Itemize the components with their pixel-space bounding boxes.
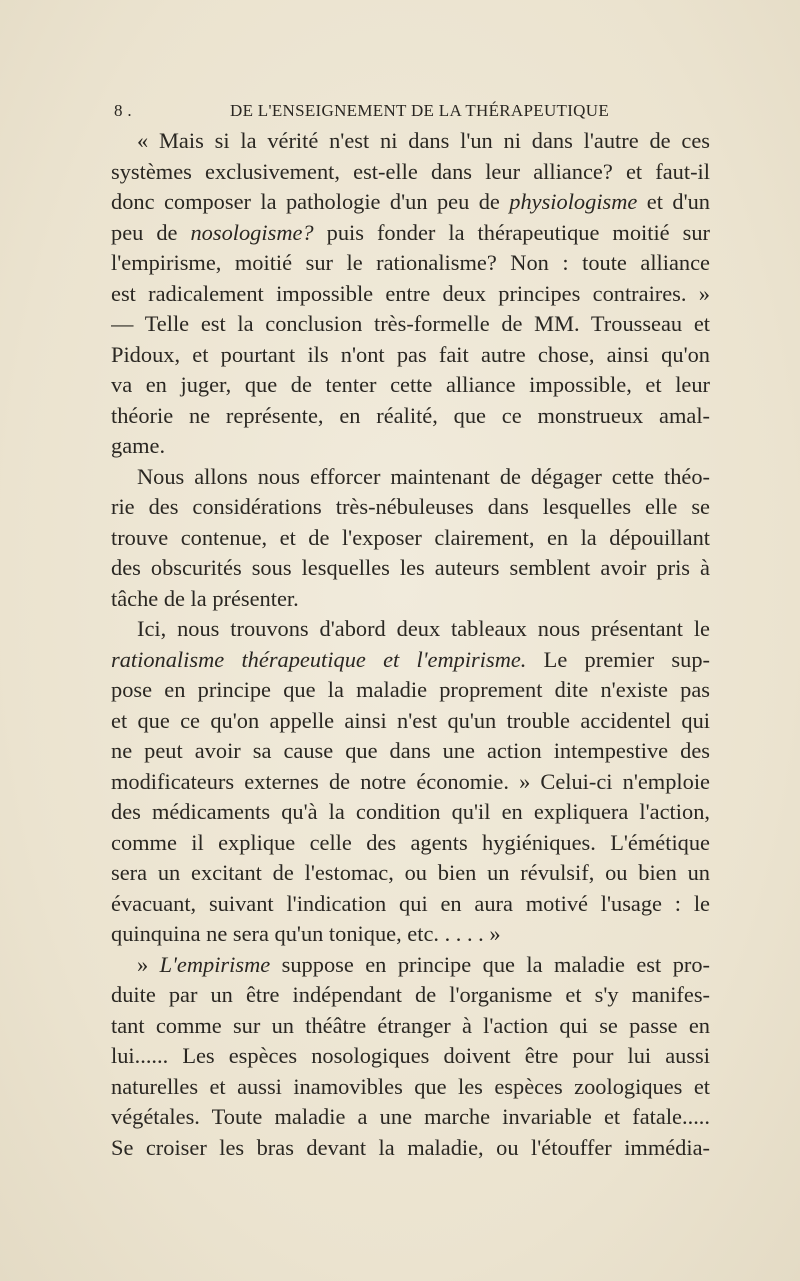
text-line: rationalisme thérapeutique et l'empirisme. Le premier sup- xyxy=(111,646,710,672)
text-line: Nous allons nous efforcer maintenant de dégager cette théo- xyxy=(137,463,710,489)
text-line: tâche de la présenter. xyxy=(111,585,299,611)
text-line: game. xyxy=(111,433,166,458)
text-line: tant comme sur un théâtre étranger à l'action qui se passe en xyxy=(111,1012,710,1038)
text-line: Se croiser les bras devant la maladie, ou l'étouffer immédia- xyxy=(111,1134,710,1160)
text-line: naturelles et aussi inamovibles que les espèces zoologiques et xyxy=(111,1073,710,1099)
text-line: sera un excitant de l'estomac, ou bien un révulsif, ou bien un xyxy=(111,860,710,885)
text-line: » L'empirisme suppose en principe que la maladie est pro- xyxy=(137,951,710,977)
text-line: Ici, nous trouvons d'abord deux tableaux nous présentant le xyxy=(137,616,710,641)
text-line: systèmes exclusivement, est-elle dans leur alliance? et faut-il xyxy=(111,158,710,184)
text-line: Pidoux, et pourtant ils n'ont pas fait autre chose, ainsi qu'on xyxy=(111,341,710,367)
page-number: 8 . xyxy=(114,101,132,120)
text-line: des médicaments qu'à la condition qu'il en expliquera l'action, xyxy=(111,799,710,824)
text-line: végétales. Toute maladie a une marche invariable et fatale..... xyxy=(111,1104,710,1129)
page-header xyxy=(114,101,710,125)
text-line: quinquina ne sera qu'un tonique, etc. . . . . » xyxy=(111,921,501,946)
italic-term: rationalisme thérapeutique et l'empirisme. xyxy=(111,646,527,672)
text-line: évacuant, suivant l'indication qui en aura motivé l'usage : le xyxy=(111,890,710,916)
text-line: rie des considérations très-nébuleuses dans lesquelles elle se xyxy=(111,494,710,519)
text-line: est radicalement impossible entre deux principes contraires. » xyxy=(111,280,710,306)
text-line: peu de nosologisme? puis fonder la thérapeutique moitié sur xyxy=(111,219,710,245)
text-line: donc composer la pathologie d'un peu de physiologisme et d'un xyxy=(111,189,710,214)
italic-term: L'empirisme xyxy=(159,951,271,977)
body-text xyxy=(111,126,710,1163)
text-line: trouve contenue, et de l'exposer clairement, en la dépouillant xyxy=(111,524,710,550)
text-line: lui...... Les espèces nosologiques doivent être pour lui aussi xyxy=(111,1043,710,1068)
text-line: ne peut avoir sa cause que dans une action intempestive des xyxy=(111,738,710,763)
text-line: et que ce qu'on appelle ainsi n'est qu'un trouble accidentel qui xyxy=(111,707,710,733)
italic-term: physiologisme xyxy=(509,189,638,214)
text-line: duite par un être indépendant de l'organisme et s'y manifes- xyxy=(111,982,710,1007)
text-line: des obscurités sous lesquelles les auteurs semblent avoir pris à xyxy=(111,555,710,580)
text-line: « Mais si la vérité n'est ni dans l'un ni dans l'autre de ces xyxy=(137,128,710,153)
text-line: théorie ne représente, en réalité, que ce monstrueux amal- xyxy=(111,402,710,428)
running-head: DE L'ENSEIGNEMENT DE LA THÉRAPEUTIQUE xyxy=(230,101,609,120)
italic-term: nosologisme? xyxy=(190,219,314,245)
text-line: pose en principe que la maladie proprement dite n'existe pas xyxy=(111,677,710,702)
text-line: comme il explique celle des agents hygiéniques. L'émétique xyxy=(111,829,710,855)
text-line: modificateurs externes de notre économie. » Celui-ci n'emploie xyxy=(111,768,710,794)
text-line: l'empirisme, moitié sur le rationalisme? Non : toute alliance xyxy=(111,250,710,275)
text-line: va en juger, que de tenter cette alliance impossible, et leur xyxy=(111,372,710,397)
text-line: — Telle est la conclusion très-formelle de MM. Trousseau et xyxy=(111,311,710,336)
